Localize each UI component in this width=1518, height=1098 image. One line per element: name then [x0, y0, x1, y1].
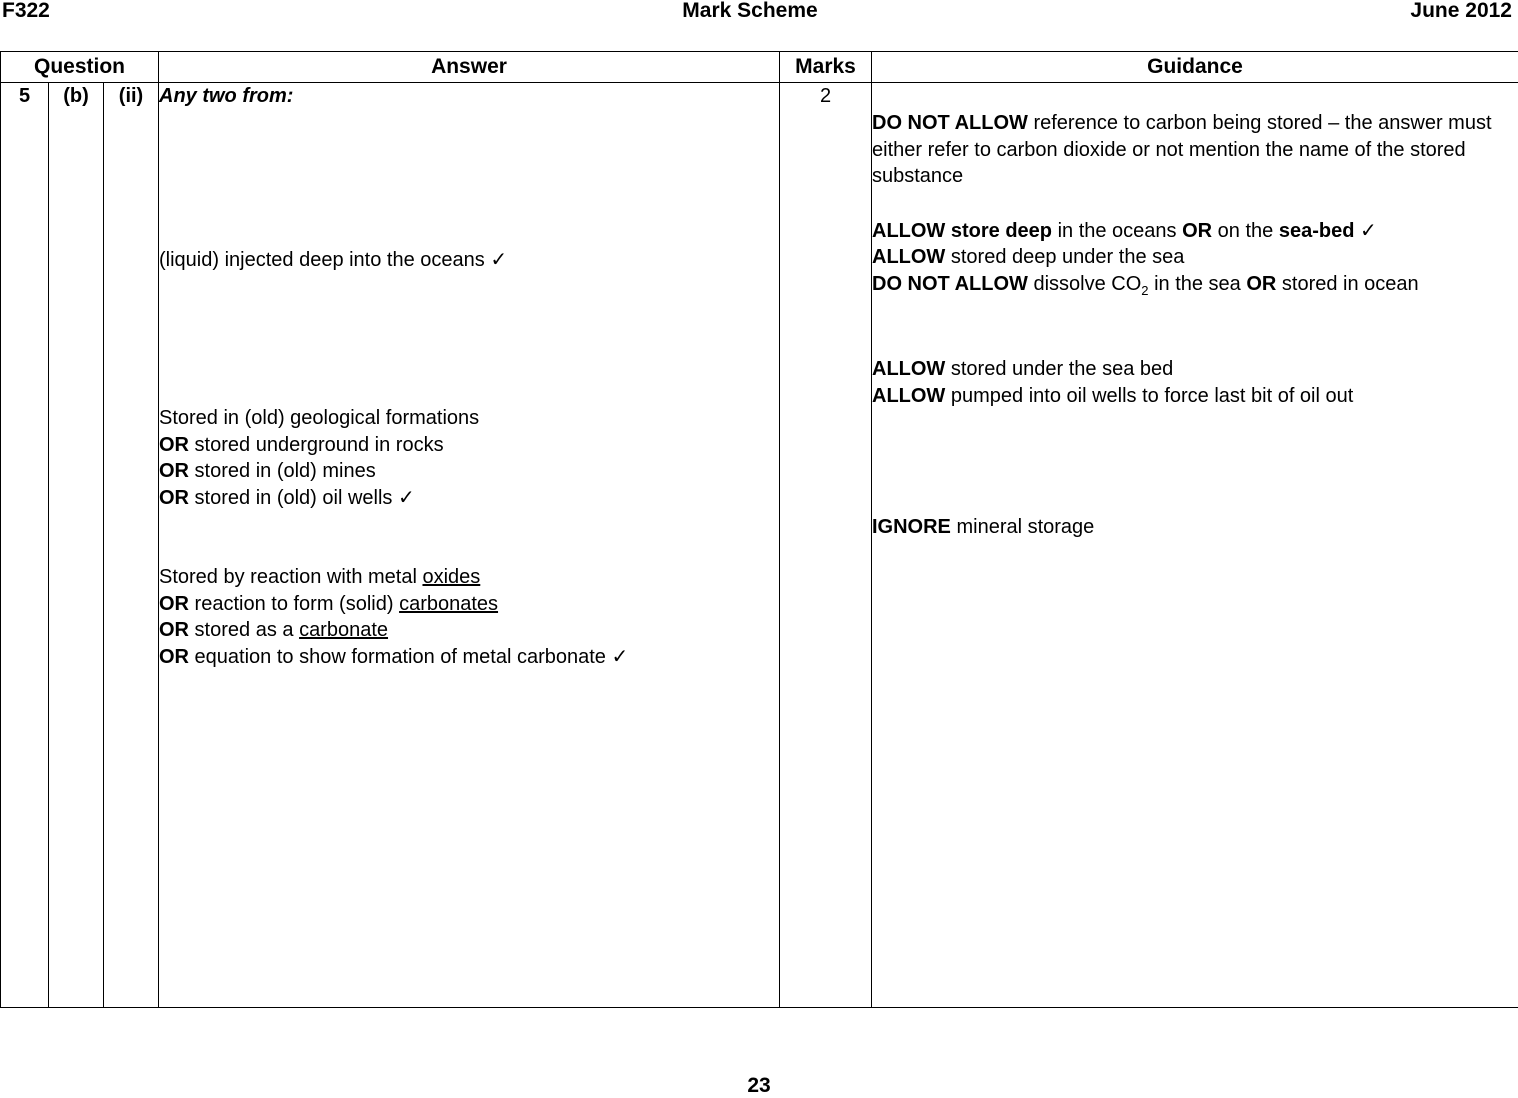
header-question: Question	[1, 52, 159, 83]
guidance-note-6: ALLOW pumped into oil wells to force last bit of oil out	[872, 383, 1518, 410]
mark-scheme-table	[0, 51, 1518, 1008]
header-marks: Marks	[780, 52, 872, 83]
question-subpart: (ii)	[104, 83, 159, 1008]
answer-point-3-line-1: Stored by reaction with metal oxides	[159, 564, 779, 591]
page-number: 23	[0, 1074, 1518, 1098]
header-guidance: Guidance	[872, 52, 1518, 83]
exam-code: F322	[2, 0, 50, 22]
document-title: Mark Scheme	[0, 0, 1500, 22]
header-answer: Answer	[159, 52, 780, 83]
answer-point-3-line-4: OR equation to show formation of metal carbonate ✓	[159, 644, 779, 671]
answer-intro: Any two from:	[159, 83, 779, 110]
guidance-note-2: ALLOW store deep in the oceans OR on the sea-bed ✓	[872, 218, 1518, 245]
answer-point-1: (liquid) injected deep into the oceans ✓	[159, 247, 779, 274]
question-number: 5	[1, 83, 49, 1008]
exam-date: June 2012	[1410, 0, 1512, 22]
answer-point-3-line-3: OR stored as a carbonate	[159, 617, 779, 644]
answer-point-2-line-2: OR stored underground in rocks	[159, 432, 779, 459]
guidance-cell	[872, 83, 1518, 1008]
guidance-note-3: ALLOW stored deep under the sea	[872, 244, 1518, 271]
guidance-note-1: DO NOT ALLOW reference to carbon being stored – the answer must either refer to carbon dioxide or not mention the name of the stored substance	[872, 110, 1518, 190]
table-header-row	[1, 52, 1518, 83]
answer-point-3-line-2: OR reaction to form (solid) carbonates	[159, 591, 779, 618]
guidance-note-5: ALLOW stored under the sea bed	[872, 356, 1518, 383]
guidance-note-7: IGNORE mineral storage	[872, 514, 1518, 541]
marks-cell: 2	[780, 83, 872, 1008]
question-part: (b)	[49, 83, 104, 1008]
table-row	[1, 83, 1518, 1008]
answer-point-3	[159, 564, 779, 670]
answer-point-2-line-1: Stored in (old) geological formations	[159, 405, 779, 432]
answer-point-2	[159, 405, 779, 511]
guidance-note-4: DO NOT ALLOW dissolve $CO_2$ in the sea OR stored in ocean	[872, 271, 1518, 305]
answer-cell	[159, 83, 780, 1008]
answer-point-2-line-4: OR stored in (old) oil wells ✓	[159, 485, 779, 512]
answer-point-2-line-3: OR stored in (old) mines	[159, 458, 779, 485]
